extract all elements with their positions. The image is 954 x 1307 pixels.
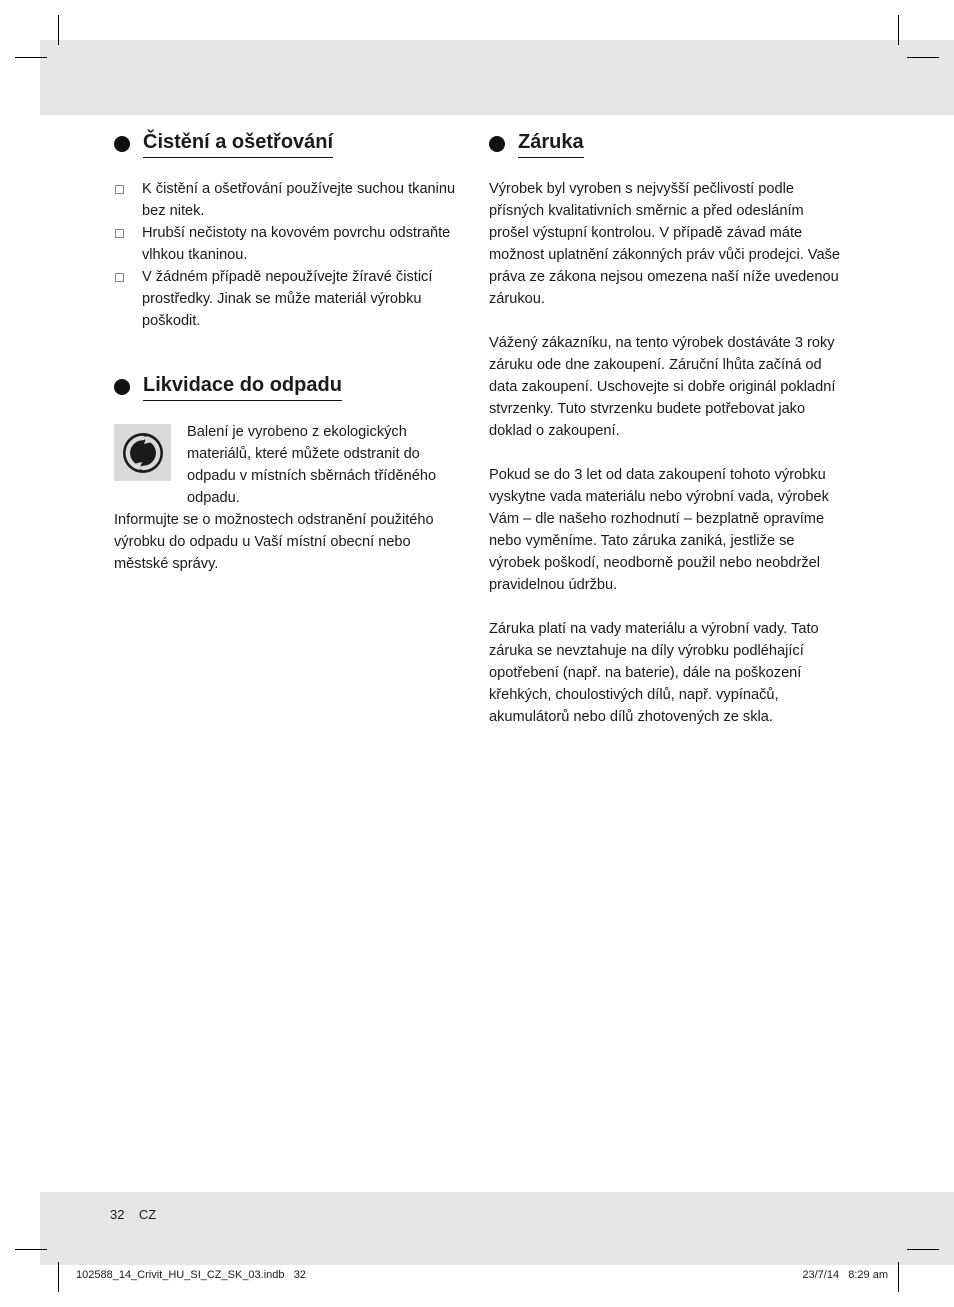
list-item: K čistění a ošetřování používejte suchou tkaninu bez nitek. [114, 178, 470, 222]
bullet-icon [114, 379, 130, 395]
crop-mark [907, 57, 939, 58]
warranty-paragraph: Pokud se do 3 let od data zakoupení tohoto výrobku vyskytne vada materiálu nebo výrobní vada, výrobek Vám – dle našeho rozhodnutí – bezplatně opravíme nebo vyměníme. Tato záruka zaniká, jestliže se výrobek poškodí, neodborně použil nebo neobdržel pravidelnou údržbu. [489, 467, 829, 593]
disposal-heading: Likvidace do odpadu [143, 372, 342, 401]
page-number: 32 [110, 1207, 125, 1222]
checkbox-bullet-icon [115, 229, 124, 238]
crop-mark [898, 15, 899, 45]
checkbox-bullet-icon [115, 185, 124, 194]
crop-mark [58, 1262, 59, 1292]
warranty-heading: Záruka [518, 129, 584, 158]
green-dot-recycling-icon [114, 424, 171, 481]
crop-mark [898, 1262, 899, 1292]
footer-band [40, 1192, 954, 1265]
warranty-paragraph: Výrobek byl vyroben s nejvyšší pečlivostí podle přísných kvalitativních směrnic a před odesláním prošel výstupní kontrolou. V případě závad máte možnost uplatnění zákonných práv vůči prodejci. Vaše práva ze zákona nejsou omezena naší níže uvedenou zárukou. [489, 181, 840, 307]
crop-mark [15, 1249, 47, 1250]
crop-mark [907, 1249, 939, 1250]
header-band [40, 40, 954, 115]
warranty-text [489, 178, 845, 728]
cleaning-section-header [114, 129, 333, 158]
crop-mark [58, 15, 59, 45]
warranty-section-header [489, 129, 584, 158]
packaging-text: Balení je vyrobeno z ekologických materiálů, které můžete odstranit do odpadu v místních sběrnách tříděného odpadu. [187, 424, 437, 506]
file-name: 102588_14_Crivit_HU_SI_CZ_SK_03.indb 32 [76, 1269, 306, 1281]
warranty-paragraph: Záruka platí na vady materiálu a výrobní vady. Tato záruka se nevztahuje na díly výrobku podléhající opotřebení (např. na baterie), dále na poškození křehkých, choulostivých dílů, např. vypínačů, akumulátorů nebo dílů zhotovených ze skla. [489, 621, 819, 725]
print-timestamp: 23/7/14 8:29 am [802, 1269, 888, 1281]
cleaning-heading: Čistění a ošetřování [143, 129, 333, 158]
checkbox-bullet-icon [115, 273, 124, 282]
bullet-icon [489, 136, 505, 152]
list-item: Hrubší nečistoty na kovovém povrchu odstraňte vlhkou tkaninou. [114, 222, 470, 266]
list-item: V žádném případě nepoužívejte žíravé čisticí prostředky. Jinak se může materiál výrobku poškodit. [114, 266, 470, 332]
bullet-icon [114, 136, 130, 152]
disposal-section-header [114, 372, 342, 401]
crop-mark [15, 57, 47, 58]
cleaning-list [114, 178, 470, 332]
language-code: CZ [138, 1207, 157, 1222]
page-footer [110, 1208, 156, 1222]
disposal-info-text: Informujte se o možnostech odstranění použitého výrobku do odpadu u Vaší místní obecní nebo městské správy. [114, 512, 434, 572]
warranty-paragraph: Vážený zákazníku, na tento výrobek dostáváte 3 roky záruku ode dne zakoupení. Záruční lhůta začíná od data zakoupení. Uschovejte si dobře originál pokladní stvrzenky. Tuto stvrzenku budete potřebovat jako doklad o zakoupení. [489, 335, 836, 439]
